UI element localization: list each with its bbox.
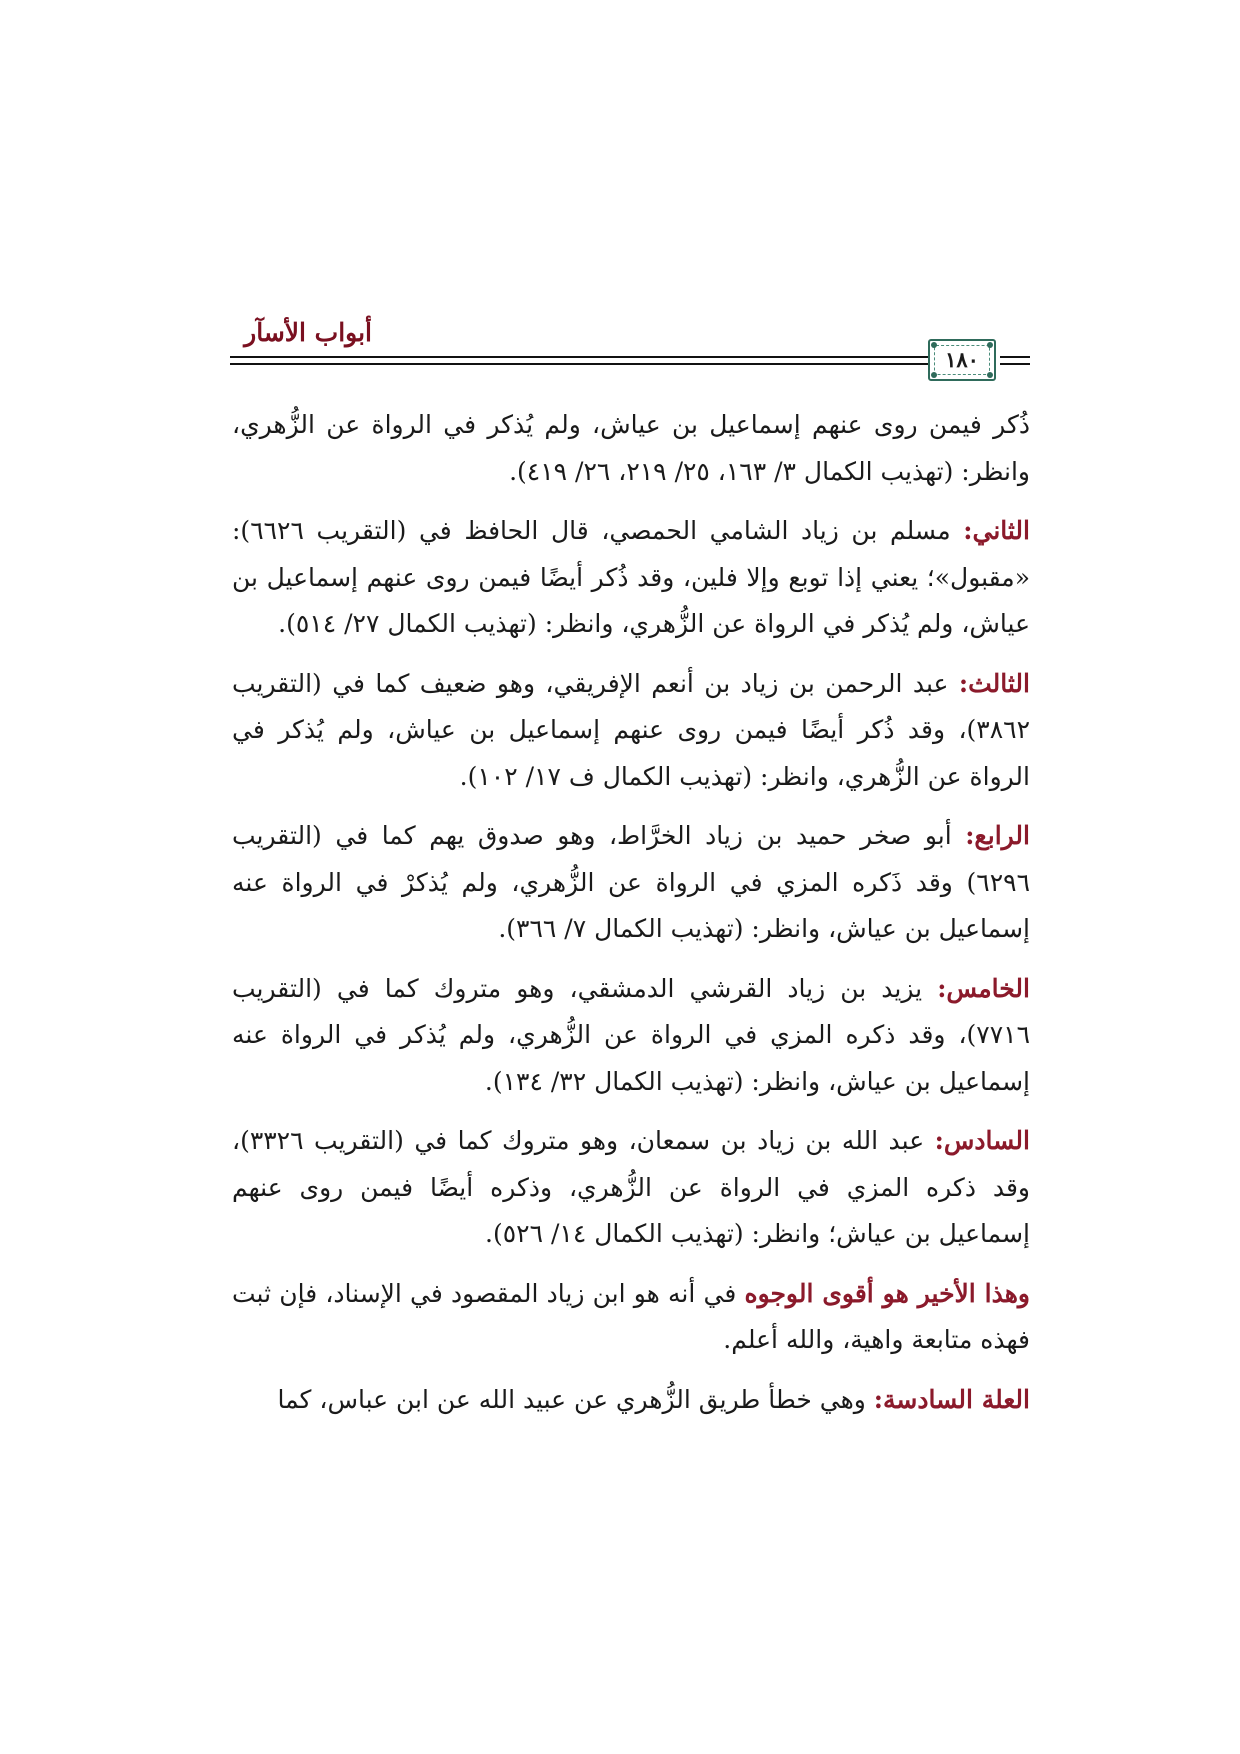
paragraph-lead: الخامس: [937,973,1030,1003]
paragraph-second [232,508,1030,648]
body-text [232,402,1030,1436]
header-rule-bottom [230,363,972,365]
header-rule-top [230,356,972,358]
paragraph-third [232,661,1030,801]
paragraph-fifth [232,966,1030,1106]
paragraph-text: وهي خطأ طريق الزُّهري عن عبيد الله عن ابن عباس، كما [277,1384,874,1414]
paragraph-text: عبد الله بن زياد بن سمعان، وهو متروك كما في (التقريب ٣٣٢٦)، وقد ذكره المزي في الرواة عن الزُّهري، وذكره أيضًا فيمن روى عنهم إسماعيل بن عياش؛ وانظر: (تهذيب الكمال ١٤/ ٥٢٦). [232,1126,1030,1248]
paragraph-lead: العلة السادسة: [873,1384,1030,1414]
paragraph-text: أبو صخر حميد بن زياد الخرَّاط، وهو صدوق يهم كما في (التقريب ٦٢٩٦) وقد ذَكره المزي في الرواة عن الزُّهري، ولم يُذكرْ في الرواة عنه إسماعيل بن عياش، وانظر: (تهذيب الكمال ٧/ ٣٦٦). [232,821,1030,943]
paragraph-continuation [232,402,1030,495]
header-rule-top-right [1000,356,1030,358]
ornament-corner-icon [987,372,993,378]
paragraph-conclusion [232,1271,1030,1364]
paragraph-fourth [232,813,1030,953]
ornamental-page-number-frame [928,339,996,381]
paragraph-sixth-defect [232,1377,1030,1424]
paragraph-lead: الثاني: [963,516,1030,545]
ornament-corner-icon [931,372,937,378]
paragraph-sixth [232,1118,1030,1258]
paragraph-lead: السادس: [934,1126,1030,1155]
running-title: أبواب الأسآر [244,318,372,347]
page-number: ١٨٠ [945,347,979,372]
paragraph-lead: وهذا الأخير هو أقوى الوجوه [744,1278,1030,1308]
paragraph-text: مسلم بن زياد الشامي الحمصي، قال الحافظ في (التقريب ٦٦٢٦): «مقبول»؛ يعني إذا توبع وإلا فلين، وقد ذُكر أيضًا فيمن روى عنهم إسماعيل بن عياش، ولم يُذكر في الرواة عن الزُّهري، وانظر: (تهذيب الكمال ٢٧/ ٥١٤). [232,516,1030,638]
header-rule-bottom-right [1000,363,1030,365]
paragraph-text: يزيد بن زياد القرشي الدمشقي، وهو متروك كما في (التقريب ٧٧١٦)، وقد ذكره المزي في الرواة عن الزُّهري، ولم يُذكر في الرواة عنه إسماعيل بن عياش، وانظر: (تهذيب الكمال ٣٢/ ١٣٤). [232,973,1030,1096]
paragraph-text: عبد الرحمن بن زياد بن أنعم الإفريقي، وهو ضعيف كما في (التقريب ٣٨٦٢)، وقد ذُكر أيضًا فيمن روى عنهم إسماعيل بن عياش، ولم يُذكر في الرواة عن الزُّهري، وانظر: (تهذيب الكمال ف ١٧/ ١٠٢). [232,668,1030,791]
paragraph-lead: الرابع: [965,821,1030,850]
paragraph-text: ذُكر فيمن روى عنهم إسماعيل بن عياش، ولم يُذكر في الرواة عن الزُّهري، وانظر: (تهذيب الكمال ٣/ ١٦٣، ٢٥/ ٢١٩، ٢٦/ ٤١٩). [232,410,1030,486]
paragraph-lead: الثالث: [958,668,1030,698]
paragraph-text: في أنه هو ابن زياد المقصود في الإسناد، فإن ثبت فهذه متابعة واهية، والله أعلم. [232,1278,1030,1354]
